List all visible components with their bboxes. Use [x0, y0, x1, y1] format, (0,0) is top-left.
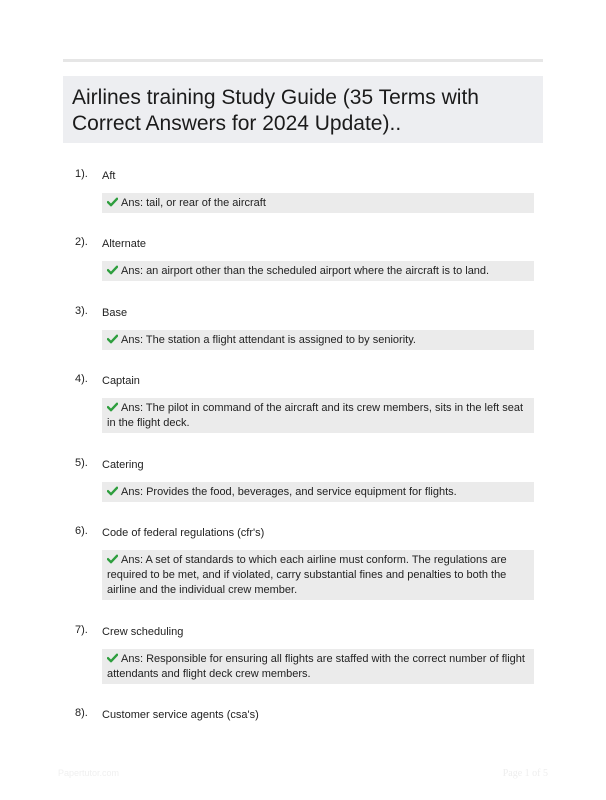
- check-icon: [107, 197, 118, 207]
- item-number: 2).: [75, 236, 88, 248]
- item-term: Customer service agents (csa's): [102, 709, 259, 721]
- answer-text: Ans: A set of standards to which each airline must conform. The regulations are required to be met, and if violated, carry substantial fines and penalties to both the airline and the individual crew member.: [107, 554, 507, 596]
- item-term: Aft: [102, 170, 116, 182]
- answer-text: Ans: The pilot in command of the aircraft and its crew members, sits in the left seat in the flight deck.: [107, 402, 524, 429]
- check-icon: [107, 402, 118, 412]
- check-icon: [107, 486, 118, 496]
- item-number: 4).: [75, 373, 88, 385]
- item-number: 7).: [75, 624, 88, 636]
- answer-text: Ans: Responsible for ensuring all flights are staffed with the correct number of flight attendants and flight deck crew members.: [107, 653, 525, 680]
- check-icon: [107, 554, 118, 564]
- answer-box: [102, 193, 534, 213]
- item-term: Captain: [102, 375, 140, 387]
- answer-text: Ans: Provides the food, beverages, and service equipment for flights.: [121, 486, 457, 498]
- item-number: 5).: [75, 457, 88, 469]
- answer-box: [102, 550, 534, 600]
- answer-box: [102, 482, 534, 502]
- item-term: Crew scheduling: [102, 626, 184, 638]
- item-number: 3).: [75, 305, 88, 317]
- footer-watermark: Papertutor.com: [58, 768, 120, 778]
- item-term: Catering: [102, 459, 144, 471]
- answer-box: [102, 398, 534, 433]
- answer-text: Ans: an airport other than the scheduled airport where the aircraft is to land.: [121, 265, 490, 277]
- answer-box: [102, 261, 534, 281]
- item-term: Base: [102, 307, 128, 319]
- item-number: 1).: [75, 168, 88, 180]
- item-term: Code of federal regulations (cfr's): [102, 527, 265, 539]
- check-icon: [107, 653, 118, 663]
- answer-box: [102, 649, 534, 684]
- item-term: Alternate: [102, 238, 147, 250]
- page-number: Page 1 of 5: [502, 768, 548, 779]
- answer-box: [102, 330, 534, 350]
- check-icon: [107, 265, 118, 275]
- page-title: Airlines training Study Guide (35 Terms with Correct Answers for 2024 Update)..: [72, 86, 479, 135]
- answer-text: Ans: tail, or rear of the aircraft: [121, 197, 266, 209]
- answer-text: Ans: The station a flight attendant is assigned to by seniority.: [121, 334, 416, 346]
- item-number: 8).: [75, 707, 88, 719]
- item-number: 6).: [75, 525, 88, 537]
- top-divider: [63, 59, 543, 62]
- check-icon: [107, 334, 118, 344]
- title-box: [63, 76, 543, 143]
